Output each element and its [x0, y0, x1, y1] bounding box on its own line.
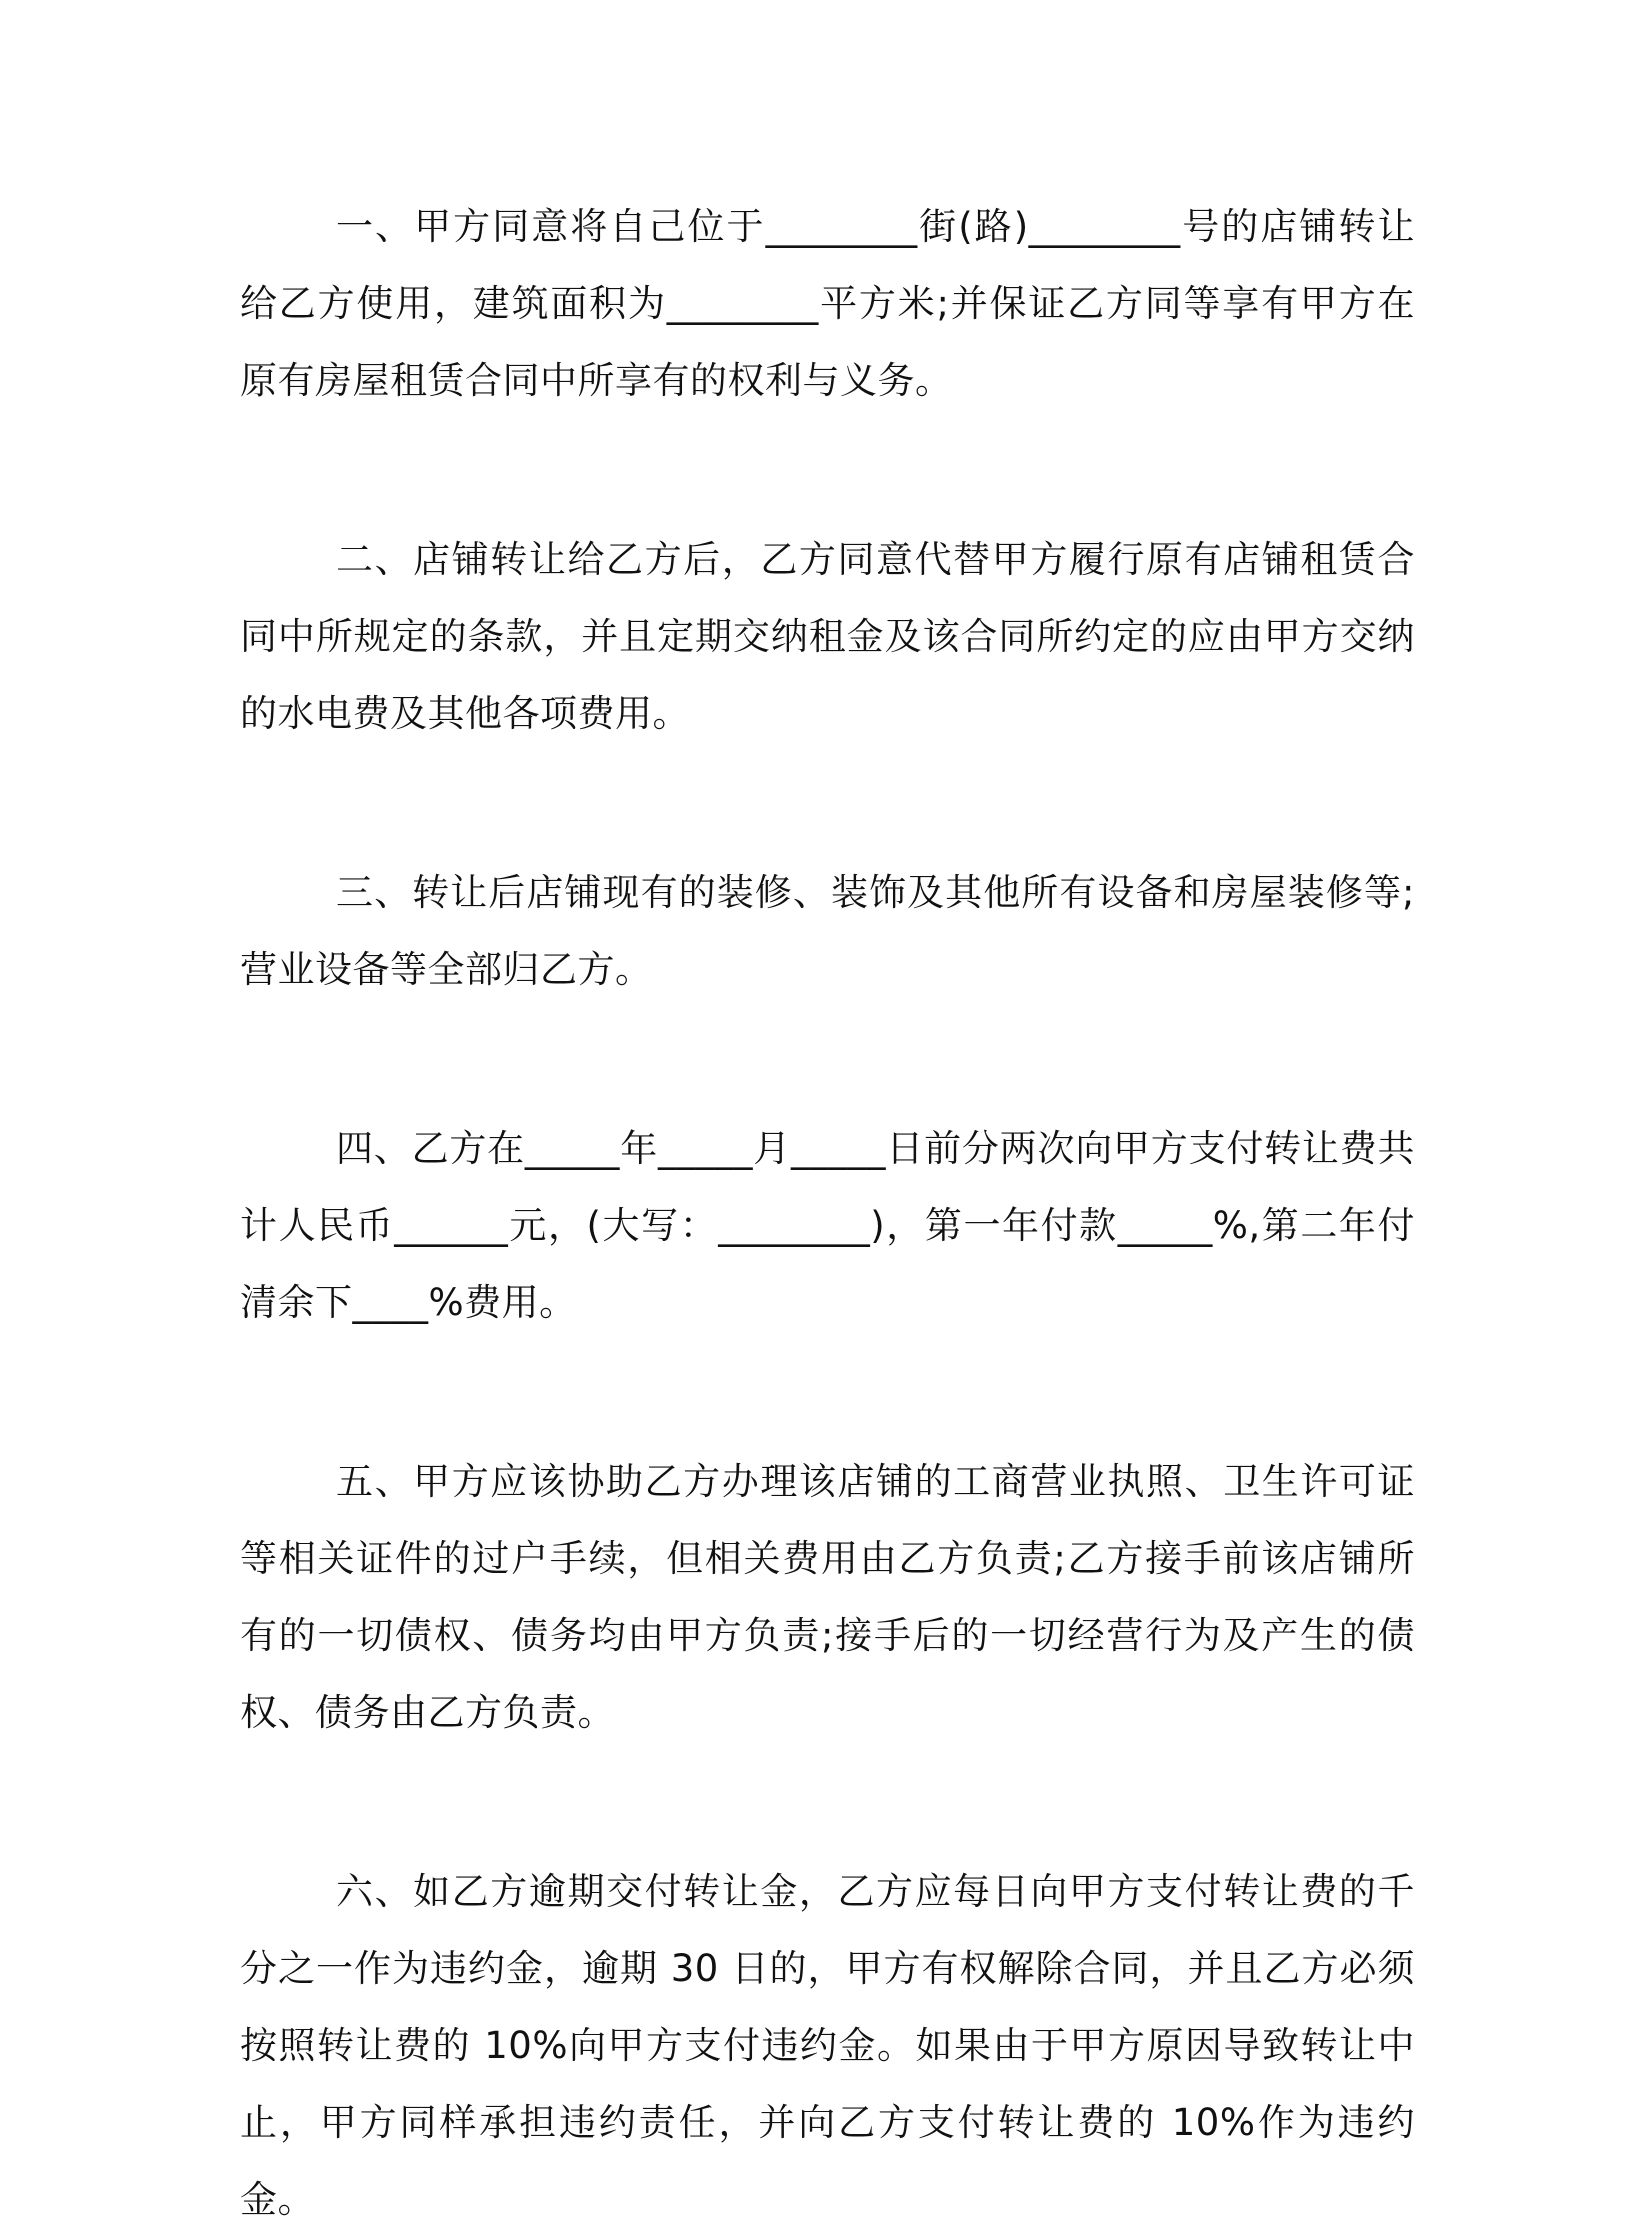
clause-5-paragraph: 五、甲方应该协助乙方办理该店铺的工商营业执照、卫生许可证等相关证件的过户手续，但相关费用由乙方负责;乙方接手前该店铺所有的一切债权、债务均由甲方负责;接手后的一切经营行为及产生的债权、债务由乙方负责。 [240, 1460, 1415, 1734]
clause-1-paragraph: 一、甲方同意将自己位于________街(路)________号的店铺转让给乙方使用，建筑面积为________平方米;并保证乙方同等享有甲方在原有房屋租赁合同中所享有的权利与义务。 [240, 205, 1415, 402]
clause-6-paragraph: 六、如乙方逾期交付转让金，乙方应每日向甲方支付转让费的千分之一作为违约金，逾期 30 日的，甲方有权解除合同，并且乙方必须按照转让费的 10%向甲方支付违约金。如果由于甲方原因导致转让中止，甲方同样承担违约责任，并向乙方支付转让费的 10%作为违约金。 [240, 1870, 1415, 2221]
clause-2-paragraph: 二、店铺转让给乙方后，乙方同意代替甲方履行原有店铺租赁合同中所规定的条款，并且定期交纳租金及该合同所约定的应由甲方交纳的水电费及其他各项费用。 [240, 538, 1415, 735]
document-body [240, 188, 1415, 2238]
clause-4-paragraph: 四、乙方在_____年_____月_____日前分两次向甲方支付转让费共计人民币______元，(大写：________)，第一年付款_____%,第二年付清余下____%费用。 [240, 1127, 1415, 1324]
clause-3-paragraph: 三、转让后店铺现有的装修、装饰及其他所有设备和房屋装修等;营业设备等全部归乙方。 [240, 871, 1415, 991]
